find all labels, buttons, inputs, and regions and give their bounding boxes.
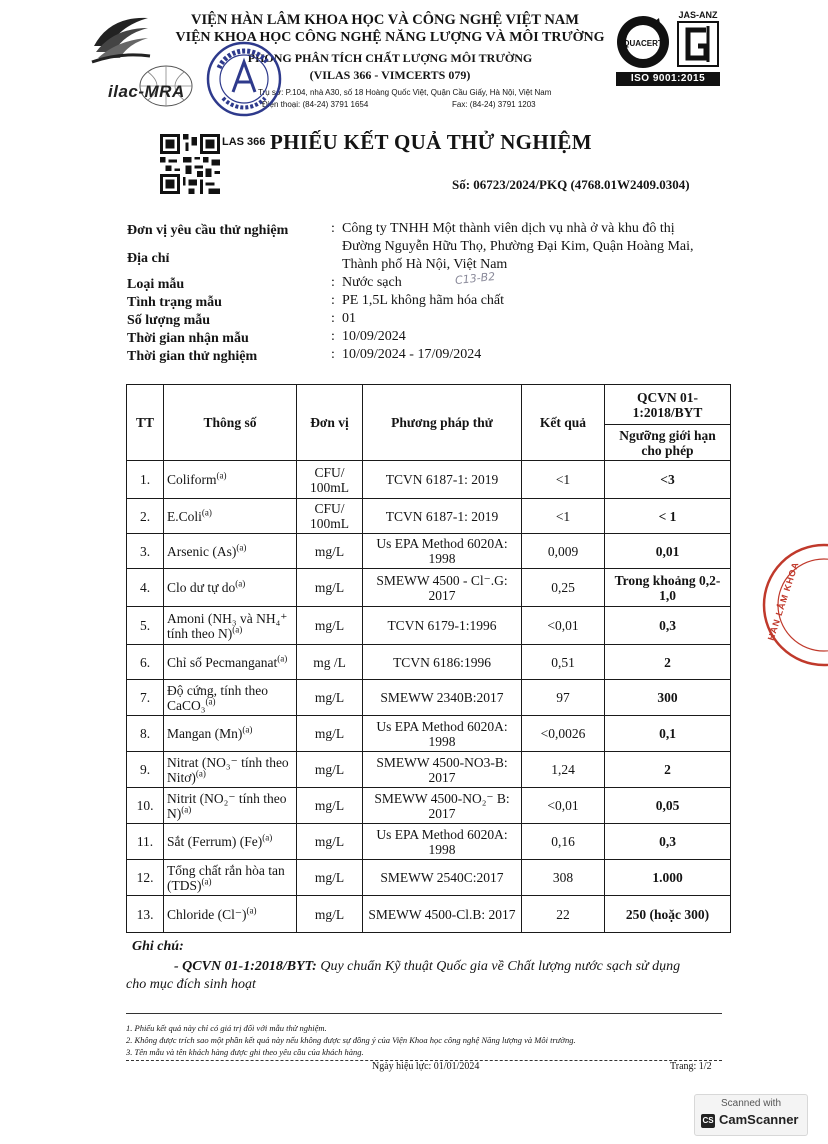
cell-param <box>164 534 297 569</box>
info-value-test-period: 10/09/2024 - 17/09/2024 <box>342 347 482 362</box>
header-param: Thông số <box>164 385 297 461</box>
info-value-address-1: Đường Nguyễn Hữu Thọ, Phường Đại Kim, Quận Hoàng Mai, <box>342 239 694 254</box>
footnote-1: 1. Phiếu kết quả này chỉ có giá trị đối với mẫu thử nghiệm. <box>126 1023 327 1033</box>
cell-result <box>522 716 605 752</box>
cell-result <box>522 499 605 534</box>
cell-param <box>164 461 297 499</box>
iso-badge: ISO 9001:2015 <box>616 72 720 86</box>
cell-tt <box>127 645 164 680</box>
cell-result <box>522 860 605 896</box>
cell-param <box>164 752 297 788</box>
cell-method <box>363 499 522 534</box>
cell-limit-text: 300 <box>657 690 678 705</box>
info-label-sample-condition: Tình trạng mẫu <box>127 295 222 310</box>
cell-unit-text: mg/L <box>314 726 345 741</box>
cell-limit-text: < 1 <box>658 508 677 524</box>
cell-limit-text: 2 <box>664 654 671 670</box>
cell-result-text: <1 <box>555 472 571 487</box>
cell-limit <box>605 499 731 534</box>
cell-limit-text: <3 <box>660 472 675 487</box>
accreditation-mark: (a) <box>201 507 212 517</box>
cell-param-text: Tổng chất rắn hòa tan (TDS) <box>167 862 285 893</box>
cell-method <box>363 788 522 824</box>
cell-unit-text: mg/L <box>314 798 345 813</box>
footer-effective-date: Ngày hiệu lực: 01/01/2024 <box>372 1061 480 1072</box>
cell-tt-text: 5. <box>139 618 151 633</box>
ilac-mra-logo <box>108 62 196 114</box>
cell-param <box>164 499 297 534</box>
cell-tt-text: 2. <box>139 508 151 524</box>
cell-method-text: SMEWW 2340B:2017 <box>380 690 504 705</box>
cell-tt <box>127 896 164 933</box>
cell-param-text: Độ cứng, tính theo CaCO₃ <box>167 682 269 713</box>
accreditation-mark: (a) <box>195 768 206 778</box>
info-value-sample-condition: PE 1,5L không hãm hóa chất <box>342 293 505 308</box>
cell-result <box>522 607 605 645</box>
cell-result <box>522 680 605 716</box>
cell-unit <box>297 499 363 534</box>
cell-tt <box>127 788 164 824</box>
cell-limit-text: 0,01 <box>655 543 680 559</box>
info-value-requester: Công ty TNHH Một thành viên dịch vụ nhà ở và khu đô thị <box>342 221 675 236</box>
accreditation-mark: (a) <box>181 804 192 814</box>
cell-tt <box>127 860 164 896</box>
notes-qcvn <box>174 959 680 975</box>
info-label-test-period: Thời gian thử nghiệm <box>127 349 258 364</box>
ilac-mra-text: ilac-MRA <box>108 82 185 101</box>
cell-unit <box>297 716 363 752</box>
cell-limit <box>605 752 731 788</box>
accreditation-mark: (a) <box>235 578 246 589</box>
cell-limit-text: 0,05 <box>655 798 680 813</box>
bureau-accreditation-seal-icon <box>205 40 283 118</box>
qr-code-icon <box>160 134 220 194</box>
jas-anz-logo <box>676 10 720 72</box>
cell-method <box>363 645 522 680</box>
cell-limit-text: 250 (hoặc 300) <box>625 906 710 922</box>
footnote-divider <box>126 1013 722 1014</box>
cell-param-text: Nitrit (NO₂⁻ tính theo N) <box>167 790 287 821</box>
cell-limit <box>605 680 731 716</box>
cell-param <box>164 645 297 680</box>
cell-result-text: 0,16 <box>551 834 575 849</box>
document-title: PHIẾU KẾT QUẢ THỬ NGHIỆM <box>270 130 592 154</box>
cell-limit-text: 1.000 <box>652 870 683 885</box>
cell-tt <box>127 534 164 569</box>
cell-method-text: SMEWW 2540C:2017 <box>380 870 504 885</box>
jas-anz-text: JAS-ANZ <box>678 10 718 20</box>
cell-method <box>363 680 522 716</box>
report-number: Số: 06723/2024/PKQ (4768.01W2409.0304) <box>452 177 690 192</box>
table-row <box>127 569 731 607</box>
cell-tt-text: 13. <box>136 906 154 922</box>
cell-method-text: TCVN 6179-1:1996 <box>387 618 497 633</box>
cell-result-text: <1 <box>555 508 571 524</box>
cell-limit <box>605 461 731 499</box>
cell-limit <box>605 896 731 933</box>
table-row <box>127 645 731 680</box>
cell-unit-text: mg/L <box>314 580 345 595</box>
cell-unit <box>297 788 363 824</box>
cell-method <box>363 752 522 788</box>
cell-unit <box>297 569 363 607</box>
cell-param-text: E.Coli <box>167 508 202 524</box>
accreditation-mark: (a) <box>216 470 227 481</box>
header-unit: Đơn vị <box>297 385 363 461</box>
info-value-address-2: Thành phố Hà Nội, Việt Nam <box>342 257 508 272</box>
table-row <box>127 534 731 569</box>
cell-tt <box>127 824 164 860</box>
cell-unit-text: mg/L <box>314 690 345 705</box>
cell-tt <box>127 569 164 607</box>
header-institute-sub: VIỆN KHOA HỌC CÔNG NGHỆ NĂNG LƯỢNG VÀ MÔI TRƯỜNG <box>175 30 605 45</box>
cell-result <box>522 824 605 860</box>
cell-result-text: 22 <box>556 906 570 922</box>
info-colon: : <box>331 329 335 344</box>
cell-tt-text: 9. <box>139 762 151 777</box>
cell-unit <box>297 824 363 860</box>
cell-limit <box>605 645 731 680</box>
header-method: Phương pháp thử <box>363 385 522 461</box>
cell-tt-text: 8. <box>139 726 151 741</box>
header-phone: Điện thoại: (84-24) 3791 1654 <box>262 100 369 109</box>
cell-result-text: <0,01 <box>547 618 579 633</box>
cell-param <box>164 896 297 933</box>
info-label-received-date: Thời gian nhận mẫu <box>127 331 249 346</box>
cell-unit-text: mg/L <box>314 906 345 922</box>
cell-tt-text: 6. <box>139 654 151 670</box>
cell-tt-text: 3. <box>139 543 151 559</box>
cell-param-text: Nitrat (NO₃⁻ tính theo Nitơ) <box>167 754 289 785</box>
accreditation-mark: (a) <box>232 624 243 634</box>
red-stamp <box>754 540 828 670</box>
table-row <box>127 896 731 933</box>
cell-result-text: <0,0026 <box>540 726 586 741</box>
cell-method <box>363 607 522 645</box>
cell-method-text: SMEWW 4500-Cl.B: 2017 <box>368 906 516 922</box>
cell-method-text: TCVN 6187-1: 2019 <box>385 472 499 487</box>
cell-method-text: Us EPA Method 6020A: 1998 <box>376 536 508 566</box>
cell-method <box>363 716 522 752</box>
camscanner-name: CamScanner <box>719 1112 799 1127</box>
table-row <box>127 461 731 499</box>
info-value-received-date: 10/09/2024 <box>342 329 406 344</box>
accreditation-mark: (a) <box>242 724 253 735</box>
table-row <box>127 716 731 752</box>
cell-param <box>164 824 297 860</box>
cell-method <box>363 461 522 499</box>
info-label-address: Địa chỉ <box>127 251 170 266</box>
table-row <box>127 499 731 534</box>
cell-result-text: 308 <box>552 870 574 885</box>
cell-tt-text: 11. <box>136 834 154 849</box>
cell-result-text: 0,51 <box>551 654 575 670</box>
cell-method <box>363 824 522 860</box>
info-value-sample-type: Nước sạch <box>342 275 402 290</box>
cell-tt <box>127 461 164 499</box>
cell-unit-text: mg/L <box>314 762 345 777</box>
cell-limit <box>605 824 731 860</box>
cell-result <box>522 534 605 569</box>
cell-tt-text: 12. <box>136 870 154 885</box>
cell-result-text: 0,25 <box>551 580 575 595</box>
cell-limit-text: 0,3 <box>659 618 676 633</box>
cell-param-text: Mangan (Mn) <box>167 726 243 741</box>
header-fax: Fax: (84-24) 3791 1203 <box>452 100 536 109</box>
cell-unit <box>297 896 363 933</box>
cell-tt-text: 4. <box>139 580 151 595</box>
accreditation-mark: (a) <box>205 696 216 706</box>
cell-unit-text: CFU/ 100mL <box>310 501 349 531</box>
cell-result <box>522 788 605 824</box>
quacert-text: QUACERT <box>623 39 663 48</box>
cell-result-text: 97 <box>556 690 570 705</box>
info-label-sample-count: Số lượng mẫu <box>127 313 211 328</box>
cell-method-text: TCVN 6187-1: 2019 <box>385 508 499 524</box>
cell-param-text: Arsenic (As) <box>167 543 237 559</box>
cell-limit-text: 0,3 <box>659 834 676 849</box>
cell-method <box>363 860 522 896</box>
cell-param <box>164 569 297 607</box>
cell-result-text: <0,01 <box>547 798 579 813</box>
info-colon: : <box>331 293 335 308</box>
cell-tt <box>127 752 164 788</box>
accreditation-mark: (a) <box>262 832 273 843</box>
info-colon: : <box>331 311 335 326</box>
cell-unit <box>297 534 363 569</box>
table-row <box>127 680 731 716</box>
cell-unit-text: CFU/ 100mL <box>310 464 349 495</box>
cell-unit-text: mg/L <box>314 870 345 885</box>
cell-param-text: Coliform <box>167 472 217 487</box>
header-address: Trụ sở: P.104, nhà A30, số 18 Hoàng Quốc Việt, Quận Cầu Giấy, Hà Nội, Việt Nam <box>258 88 552 97</box>
cell-method-text: SMEWW 4500-NO₂⁻ B: 2017 <box>374 790 510 821</box>
cell-limit <box>605 860 731 896</box>
accreditation-mark: (a) <box>277 653 288 663</box>
camscanner-label: Scanned with <box>720 1098 782 1109</box>
cell-unit <box>297 645 363 680</box>
cell-param <box>164 860 297 896</box>
info-label-sample-type: Loại mẫu <box>127 277 185 292</box>
cell-tt <box>127 680 164 716</box>
notes-qcvn-code: - QCVN 01-1:2018/BYT: <box>174 959 317 974</box>
footer-page: Trang: 1/2 <box>670 1061 712 1072</box>
cell-limit-text: 0,1 <box>659 726 676 741</box>
cell-param <box>164 607 297 645</box>
header-lab: PHÒNG PHÂN TÍCH CHẤT LƯỢNG MÔI TRƯỜNG <box>247 51 533 65</box>
cell-param <box>164 680 297 716</box>
cell-param-text: Chỉ số Pecmanganat <box>167 654 278 670</box>
header-qcvn: QCVN 01-1:2018/BYT <box>605 385 731 425</box>
cell-param-text: Amoni (NH₃ và NH₄⁺ tính theo N) <box>167 610 288 641</box>
cell-result <box>522 752 605 788</box>
table-row <box>127 788 731 824</box>
header-limit: Ngưỡng giới hạn cho phép <box>605 425 731 461</box>
vilas-tag: LAS 366 <box>222 136 266 148</box>
cell-tt <box>127 499 164 534</box>
cell-result <box>522 645 605 680</box>
accreditation-mark: (a) <box>236 542 247 552</box>
table-row <box>127 752 731 788</box>
table-row <box>127 860 731 896</box>
cell-unit-text: mg /L <box>313 654 346 670</box>
footnote-3: 3. Tên mẫu và tên khách hàng được ghi theo yêu cầu của khách hàng. <box>126 1047 364 1057</box>
cell-method-text: TCVN 6186:1996 <box>393 654 491 670</box>
footnote-2: 2. Không được trích sao một phần kết quả này nếu không được sự đồng ý của Viện Khoa học công nghệ Năng lượng và Môi trường. <box>126 1035 576 1045</box>
cell-result <box>522 569 605 607</box>
jas-anz-mark-icon <box>676 20 720 68</box>
cell-unit <box>297 680 363 716</box>
info-value-sample-count: 01 <box>342 311 356 326</box>
cell-method <box>363 896 522 933</box>
table-row <box>127 824 731 860</box>
cell-tt-text: 1. <box>139 472 151 487</box>
cell-unit-text: mg/L <box>314 618 345 633</box>
cell-tt <box>127 607 164 645</box>
cell-unit <box>297 752 363 788</box>
cell-result <box>522 896 605 933</box>
info-colon: : <box>331 221 335 236</box>
cell-result-text: 1,24 <box>551 762 575 777</box>
notes-title: Ghi chú: <box>132 939 184 954</box>
cell-param-text: Clo dư tự do <box>167 580 236 595</box>
table-row <box>127 607 731 645</box>
cell-unit <box>297 607 363 645</box>
cell-param <box>164 788 297 824</box>
header-accreditation: (VILAS 366 - VIMCERTS 079) <box>309 68 471 82</box>
camscanner-watermark <box>694 1094 808 1136</box>
cell-result <box>522 461 605 499</box>
cell-method <box>363 534 522 569</box>
cell-method-text: SMEWW 4500 - Cl⁻.G: 2017 <box>376 572 508 603</box>
header-tt: TT <box>127 385 164 461</box>
header-result: Kết quả <box>522 385 605 461</box>
camscanner-logo-icon: CS <box>701 1114 715 1128</box>
cell-param <box>164 716 297 752</box>
cell-tt <box>127 716 164 752</box>
cell-limit <box>605 569 731 607</box>
cell-unit <box>297 461 363 499</box>
cell-method-text: Us EPA Method 6020A: 1998 <box>376 826 508 857</box>
info-colon: : <box>331 275 335 290</box>
notes-qcvn-text: Quy chuẩn Kỹ thuật Quốc gia về Chất lượng nước sạch sử dụng <box>316 959 681 974</box>
quacert-logo <box>615 14 671 70</box>
accreditation-mark: (a) <box>201 876 212 886</box>
cell-result-text: 0,009 <box>547 543 579 559</box>
cell-unit-text: mg/L <box>314 834 345 849</box>
header-institute: VIỆN HÀN LÂM KHOA HỌC VÀ CÔNG NGHỆ VIỆT NAM <box>191 12 579 28</box>
cell-unit <box>297 860 363 896</box>
stamp-text: HÀN LÂM KHOA <box>765 560 801 642</box>
institute-logo-icon <box>90 12 152 68</box>
info-label-requester: Đơn vị yêu cầu thử nghiệm <box>127 223 289 238</box>
handwritten-note: C13-B2 <box>454 269 496 288</box>
cell-method-text: SMEWW 4500-NO3-B: 2017 <box>376 754 508 785</box>
cell-method <box>363 569 522 607</box>
cell-limit <box>605 607 731 645</box>
cell-limit <box>605 534 731 569</box>
cell-limit <box>605 788 731 824</box>
cell-unit-text: mg/L <box>314 543 345 559</box>
cell-method-text: Us EPA Method 6020A: 1998 <box>376 718 508 749</box>
cell-param-text: Sắt (Ferrum) (Fe) <box>167 834 263 849</box>
accreditation-mark: (a) <box>246 905 257 915</box>
cell-limit-text: Trong khoảng 0,2-1,0 <box>614 572 721 603</box>
cell-limit-text: 2 <box>664 762 671 777</box>
cell-tt-text: 10. <box>136 798 154 813</box>
cell-tt-text: 7. <box>139 690 151 705</box>
cell-param-text: Chloride (Cl⁻) <box>167 906 247 922</box>
cell-limit <box>605 716 731 752</box>
notes-qcvn-cont: cho mục đích sinh hoạt <box>126 977 256 992</box>
info-colon: : <box>331 347 335 362</box>
results-table <box>126 384 731 933</box>
